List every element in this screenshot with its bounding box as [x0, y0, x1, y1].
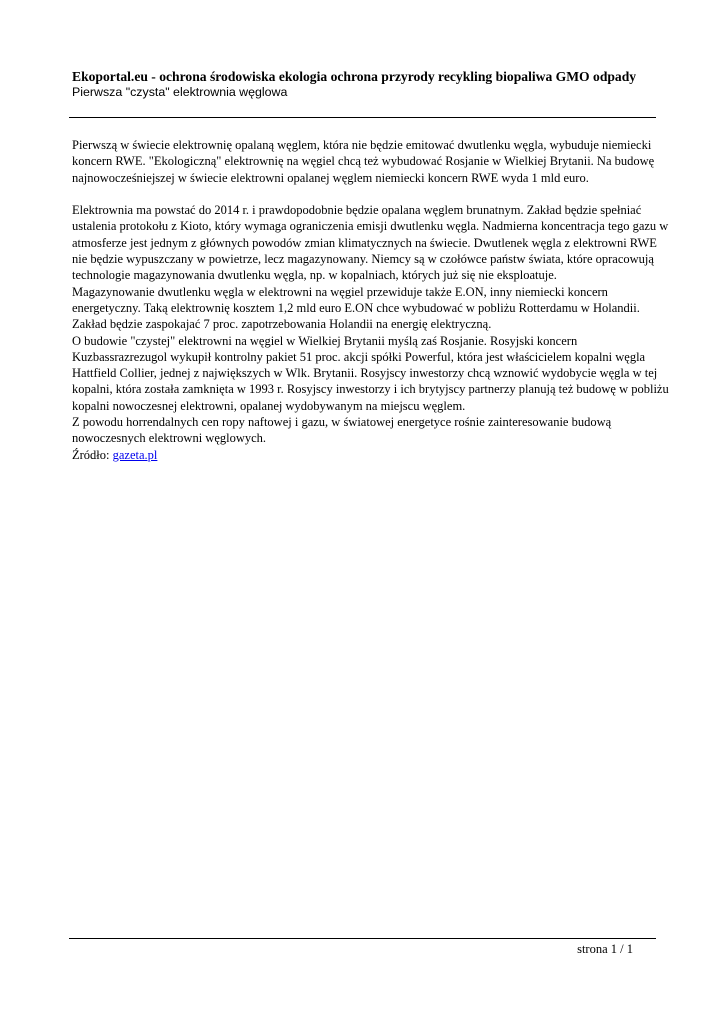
text-line: Elektrownia ma powstać do 2014 r. i prawdopodobnie będzie opalana węglem brunatnym. Zakład będzie spełniać — [72, 203, 642, 218]
article-body — [72, 137, 669, 463]
article-paragraph-1 — [72, 137, 662, 186]
text-line: Zakład będzie zaspokajać 7 proc. zapotrzebowania Holandii na energię elektryczną. — [72, 317, 492, 332]
text-line: Hattfield Collier, jednej z największych w Wlk. Brytanii. Rosyjscy inwestorzy chcą wznowić wydobycie węgla w tej — [72, 366, 658, 381]
paragraph-spacer — [72, 186, 662, 202]
document-header — [72, 68, 662, 100]
text-line: technologie magazynowania dwutlenku węgla, np. w kopalniach, których już się nie eksploatuje. — [72, 268, 557, 283]
header-divider — [69, 117, 656, 118]
page-number: strona 1 / 1 — [577, 942, 633, 956]
footer-divider — [69, 938, 656, 939]
source-label: Źródło: — [72, 447, 113, 462]
text-line: nie będzie wypuszczany w powietrze, lecz magazynowany. Niemcy są w czołówce państw świata, które opracowują — [72, 252, 654, 267]
text-line: Pierwszą w świecie elektrownię opalaną węglem, która nie będzie emitować dwutlenku węgla, wybuduje niemiecki — [72, 138, 652, 152]
text-line: nowoczesnych elektrowni węglowych. — [72, 431, 267, 446]
text-line: ustalenia protokołu z Kioto, który wymaga ograniczenia emisji dwutlenku węgla. Nadmierna koncentracja tego gazu w — [72, 219, 669, 234]
source-link[interactable]: gazeta.pl — [112, 447, 158, 462]
text-line: Kuzbassrazrezugol wykupił kontrolny pakiet 51 proc. akcji spółki Powerful, która jest właścicielem kopalni węgla — [72, 349, 646, 364]
site-title: Ekoportal.eu - ochrona środowiska ekologia ochrona przyrody recykling biopaliwa GMO odpady — [72, 69, 637, 84]
text-line: Z powodu horrendalnych cen ropy naftowej i gazu, w światowej energetyce rośnie zainteresowanie budową — [72, 415, 612, 430]
article-paragraph-2 — [72, 202, 669, 463]
text-line: Magazynowanie dwutlenku węgla w elektrowni na węgiel przewiduje także E.ON, inny niemiecki koncern — [72, 284, 608, 299]
text-line: atmosferze jest jednym z głównych powodów zmian klimatycznych na świecie. Dwutlenek węgla z elektrowni RWE — [72, 235, 657, 250]
text-line: kopalni, która została zamknięta w 1993 r. Rosyjscy inwestorzy i ich brytyjscy partnerzy planują też budowę w pobliżu — [72, 382, 669, 397]
article-title: Pierwsza "czysta" elektrownia węglowa — [72, 85, 288, 99]
text-line: energetyczny. Taką elektrownię kosztem 1,2 mld euro E.ON chce wybudować w pobliżu Rotterdamu w Holandii. — [72, 300, 640, 315]
text-line: kopalni nowoczesnej elektrowni, opalanej wydobywanym na miejscu węglem. — [72, 398, 466, 413]
text-line: koncern RWE. "Ekologiczną" elektrownię na węgiel chcą też wybudować Rosjanie w Wielkiej Brytanii. Na budowę — [72, 154, 655, 169]
source-line — [72, 447, 662, 463]
text-line: najnowocześniejszej w świecie elektrowni opalanej węglem niemiecki koncern RWE wyda 1 mld euro. — [72, 170, 589, 185]
text-line: O budowie "czystej" elektrowni na węgiel w Wielkiej Brytanii myślą zaś Rosjanie. Rosyjski koncern — [72, 333, 578, 348]
